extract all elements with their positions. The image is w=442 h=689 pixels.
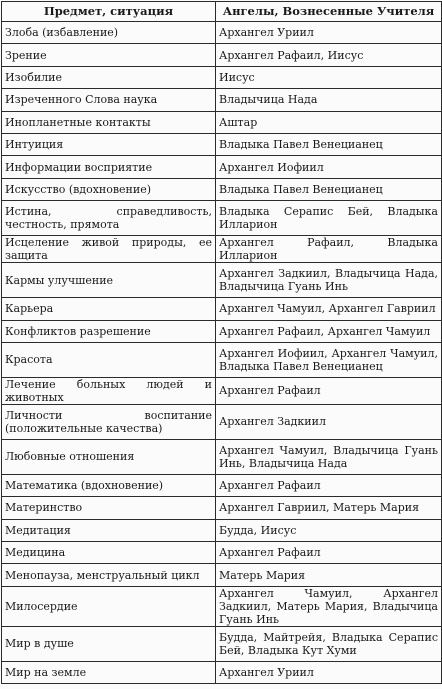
subject-cell: Медицина bbox=[2, 542, 216, 564]
subject-cell: Информации восприятие bbox=[2, 156, 216, 178]
subject-cell: Изобилие bbox=[2, 66, 216, 88]
helpers-cell: Архангел Уриил bbox=[216, 661, 442, 683]
subject-cell: Менопауза, менструальный цикл bbox=[2, 564, 216, 586]
subject-cell: Конфликтов разрешение bbox=[2, 320, 216, 342]
subject-cell: Лечение больных людей и животных bbox=[2, 377, 216, 404]
subject-cell: Интуиция bbox=[2, 133, 216, 155]
helpers-cell: Архангел Чамуил, Архангел Гавриил bbox=[216, 298, 442, 320]
helpers-cell: Владыка Павел Венецианец bbox=[216, 133, 442, 155]
table-row bbox=[2, 44, 442, 66]
table-body bbox=[2, 22, 442, 684]
header-row bbox=[2, 2, 442, 22]
helpers-cell: Владыка Павел Венецианец bbox=[216, 178, 442, 200]
table-row bbox=[2, 564, 442, 586]
subject-cell: Любовные отношения bbox=[2, 439, 216, 474]
table-row bbox=[2, 474, 442, 496]
subject-cell: Кармы улучшение bbox=[2, 263, 216, 298]
subject-cell: Изреченного Слова наука bbox=[2, 89, 216, 111]
helpers-cell: Иисус bbox=[216, 66, 442, 88]
helpers-cell: Архангел Рафаил, Иисус bbox=[216, 44, 442, 66]
table-row bbox=[2, 404, 442, 439]
helpers-cell: Будда, Майтрейя, Владыка Серапис Бей, Владыка Кут Хуми bbox=[216, 626, 442, 661]
subject-cell: Искусство (вдохновение) bbox=[2, 178, 216, 200]
helpers-cell: Архангел Рафаил, Архангел Чамуил bbox=[216, 320, 442, 342]
table-row bbox=[2, 519, 442, 541]
helpers-cell: Будда, Иисус bbox=[216, 519, 442, 541]
helpers-cell: Архангел Чамуил, Владычица Гуань Инь, Владычица Нада bbox=[216, 439, 442, 474]
helpers-cell: Архангел Иофиил, Архангел Чамуил, Владыка Павел Венецианец bbox=[216, 342, 442, 377]
header-helpers: Ангелы, Вознесенные Учителя bbox=[216, 2, 442, 22]
table-row bbox=[2, 236, 442, 263]
subject-cell: Исцеление живой природы, ее защита bbox=[2, 236, 216, 263]
table-row bbox=[2, 178, 442, 200]
subject-cell: Математика (вдохновение) bbox=[2, 474, 216, 496]
header-subject: Предмет, ситуация bbox=[2, 2, 216, 22]
table-row bbox=[2, 497, 442, 519]
table-row bbox=[2, 89, 442, 111]
helpers-cell: Архангел Уриил bbox=[216, 22, 442, 44]
helpers-cell: Архангел Гавриил, Матерь Мария bbox=[216, 497, 442, 519]
subject-cell: Медитация bbox=[2, 519, 216, 541]
subject-cell: Истина, справедливость, честность, прямота bbox=[2, 201, 216, 236]
table-row bbox=[2, 156, 442, 178]
helpers-cell: Архангел Задкиил bbox=[216, 404, 442, 439]
subject-cell: Злоба (избавление) bbox=[2, 22, 216, 44]
subject-cell: Инопланетные контакты bbox=[2, 111, 216, 133]
table-row bbox=[2, 377, 442, 404]
subject-cell: Зрение bbox=[2, 44, 216, 66]
subject-cell: Личности воспитание (положительные качества) bbox=[2, 404, 216, 439]
helpers-cell: Архангел Рафаил bbox=[216, 377, 442, 404]
table-row bbox=[2, 586, 442, 626]
helpers-cell: Архангел Чамуил, Архангел Задкиил, Матерь Мария, Владычица Гуань Инь bbox=[216, 586, 442, 626]
table-row bbox=[2, 661, 442, 683]
table-row bbox=[2, 263, 442, 298]
table-row bbox=[2, 542, 442, 564]
subject-cell: Милосердие bbox=[2, 586, 216, 626]
subject-cell: Мир в душе bbox=[2, 626, 216, 661]
table-row bbox=[2, 133, 442, 155]
table-row bbox=[2, 22, 442, 44]
subject-cell: Карьера bbox=[2, 298, 216, 320]
table-row bbox=[2, 439, 442, 474]
subject-cell: Мир на земле bbox=[2, 661, 216, 683]
helpers-cell: Архангел Рафаил, Владыка Илларион bbox=[216, 236, 442, 263]
helpers-cell: Владычица Нада bbox=[216, 89, 442, 111]
angels-table bbox=[1, 1, 442, 684]
subject-cell: Красота bbox=[2, 342, 216, 377]
table-row bbox=[2, 320, 442, 342]
helpers-cell: Архангел Рафаил bbox=[216, 474, 442, 496]
helpers-cell: Владыка Серапис Бей, Владыка Илларион bbox=[216, 201, 442, 236]
helpers-cell: Архангел Рафаил bbox=[216, 542, 442, 564]
table-row bbox=[2, 111, 442, 133]
helpers-cell: Архангел Задкиил, Владычица Нада, Владычица Гуань Инь bbox=[216, 263, 442, 298]
helpers-cell: Матерь Мария bbox=[216, 564, 442, 586]
table-row bbox=[2, 626, 442, 661]
helpers-cell: Аштар bbox=[216, 111, 442, 133]
helpers-cell: Архангел Иофиил bbox=[216, 156, 442, 178]
table-row bbox=[2, 298, 442, 320]
table-row bbox=[2, 342, 442, 377]
table-row bbox=[2, 201, 442, 236]
subject-cell: Материнство bbox=[2, 497, 216, 519]
table-row bbox=[2, 66, 442, 88]
